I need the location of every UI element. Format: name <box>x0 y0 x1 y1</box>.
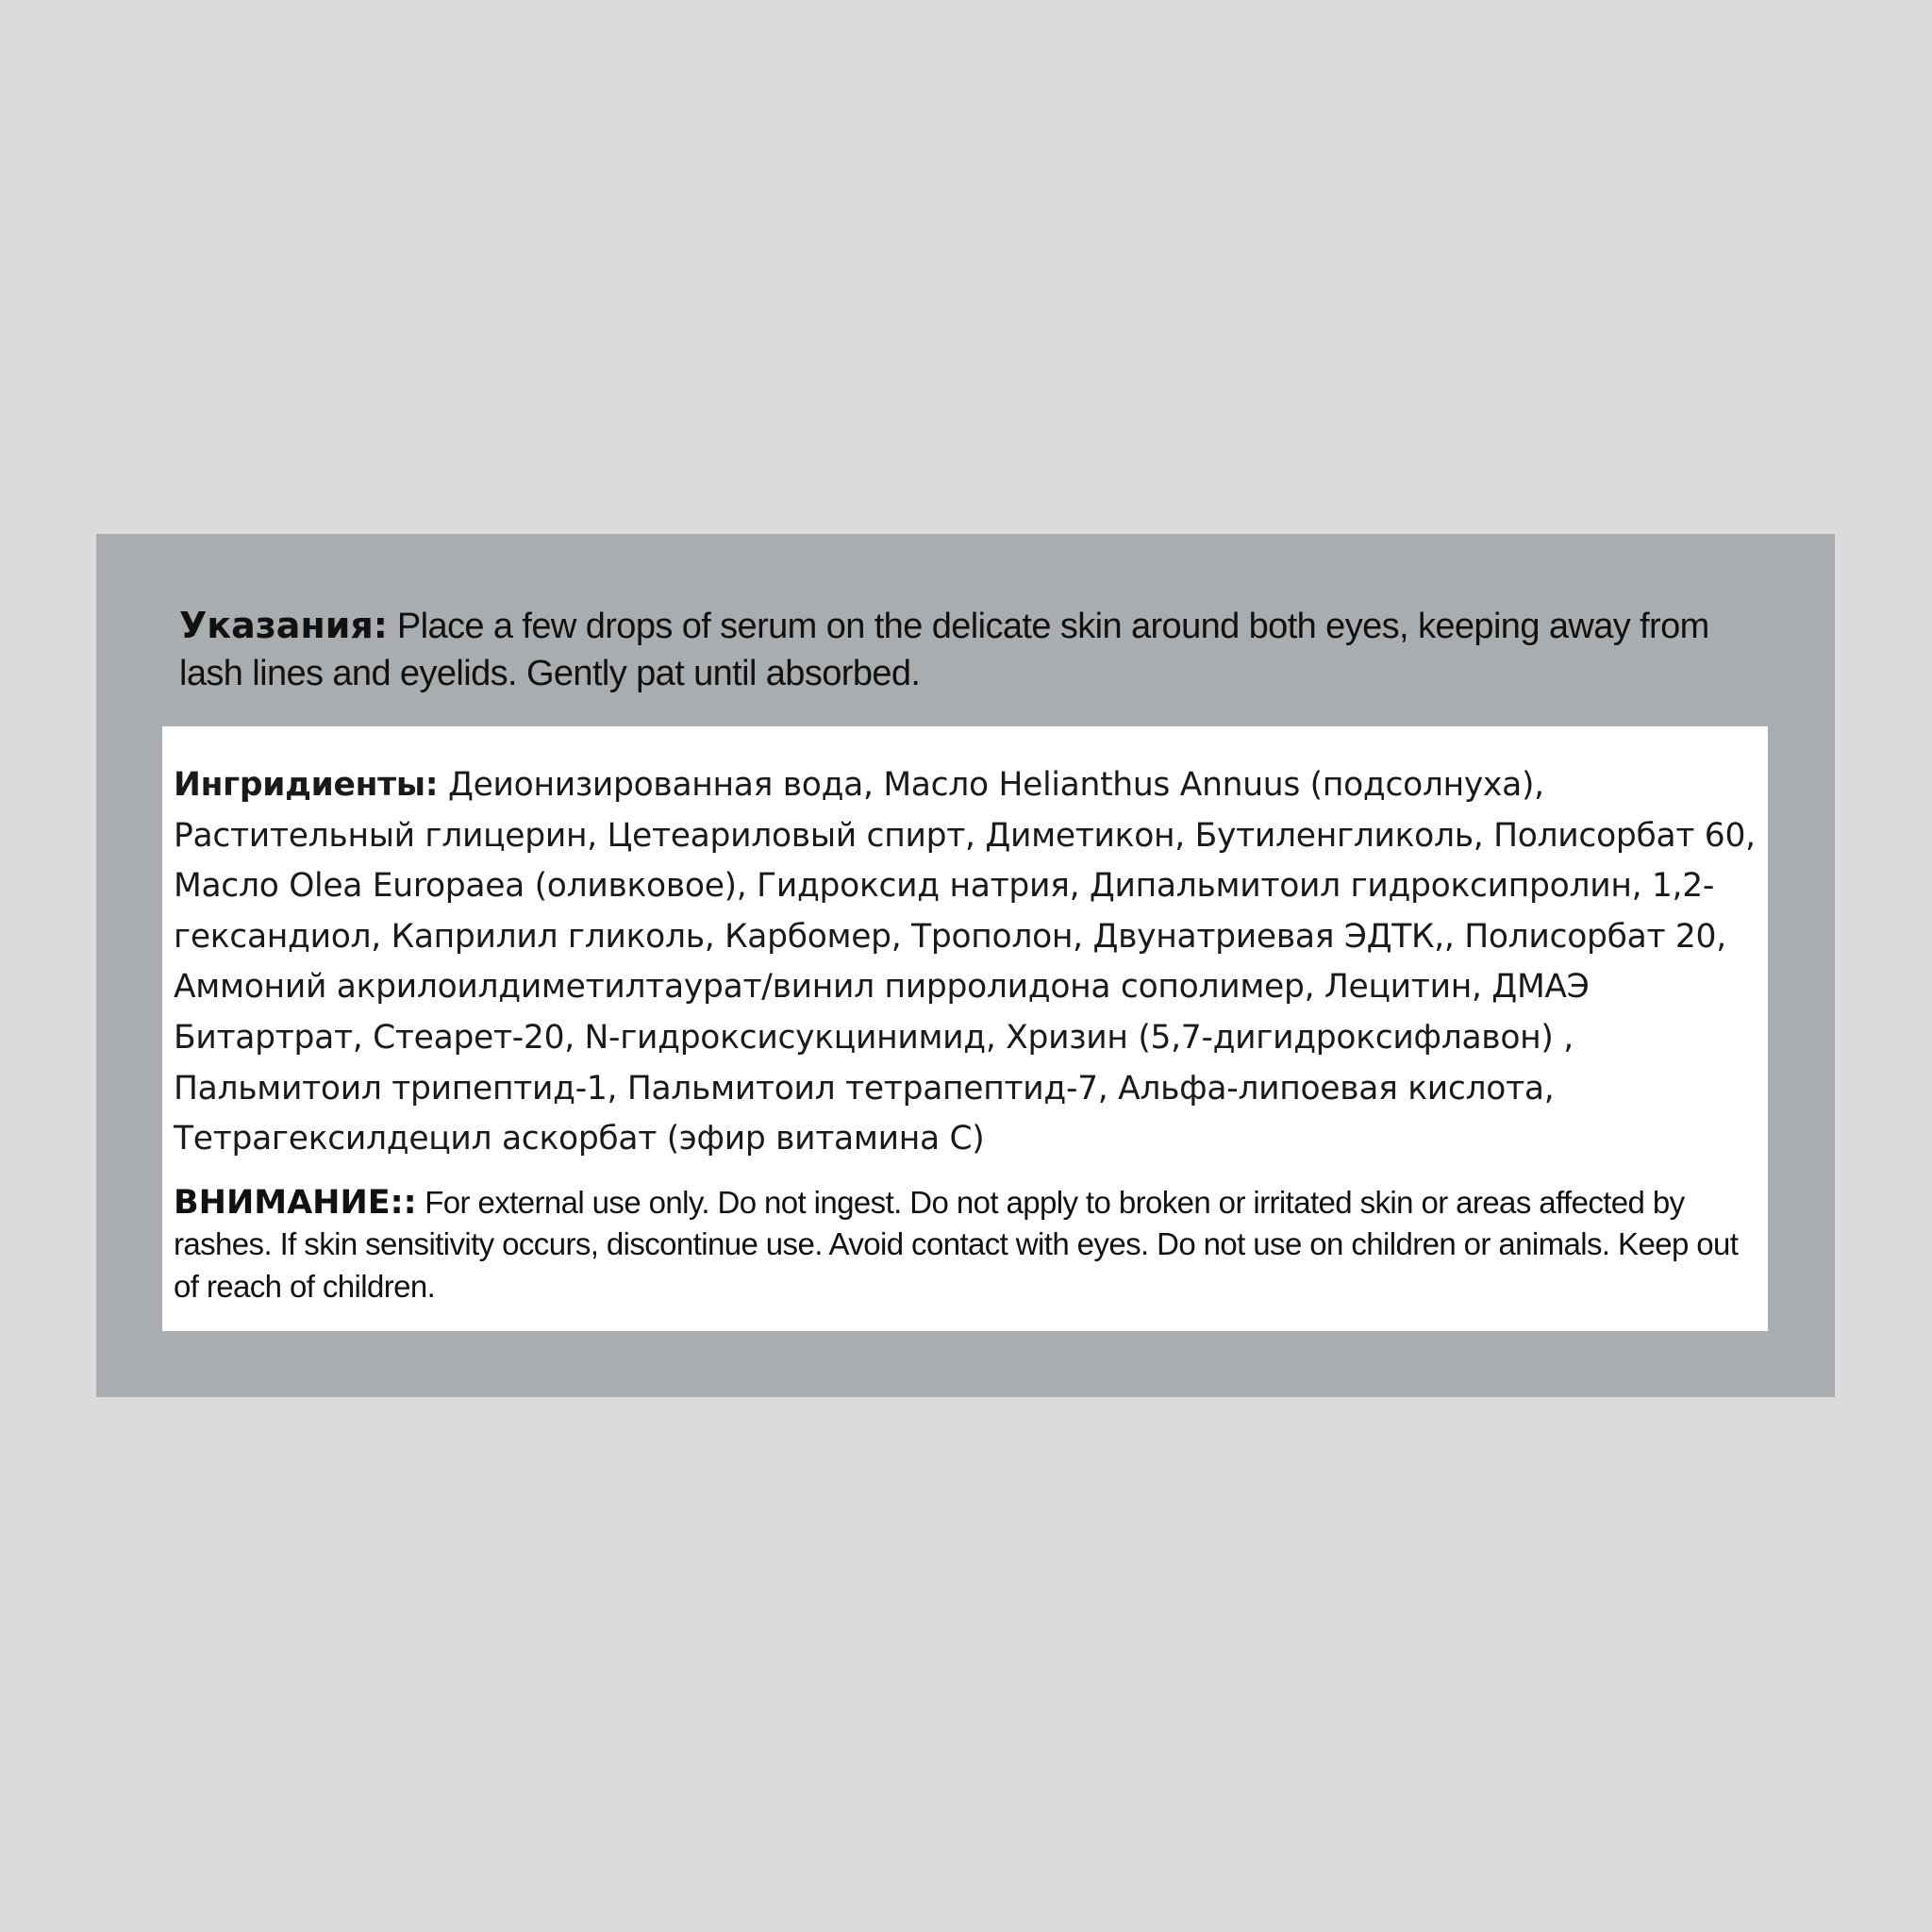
directions-text: Place a few drops of serum on the delicate skin around both eyes, keeping away from lash lines and eyelids. Gently pat until absorbed. <box>179 607 1709 693</box>
ingredients-paragraph <box>174 760 1757 1165</box>
caution-text: For external use only. Do not ingest. Do not apply to broken or irritated skin or areas affected by rashes. If skin sensitivity occurs, discontinue use. Avoid contact with eyes. Do not use on children or animals. Keep out of reach of children. <box>174 1184 1739 1304</box>
ingredients-caution-box <box>162 726 1768 1331</box>
ingredients-heading: Ингридиенты: <box>174 766 439 804</box>
directions-heading: Указания: <box>179 605 388 646</box>
directions-paragraph <box>179 602 1764 697</box>
caution-heading: ВНИМАНИЕ:: <box>174 1183 417 1222</box>
product-label-panel <box>96 534 1835 1397</box>
ingredients-text: Деионизированная вода, Масло Helianthus Annuus (подсолнуха), Растительный глицерин, Цетеариловый спирт, Диметикон, Бутиленгликоль, Полисорбат 60, Масло Olea Europaea (оливковое), Гидроксид натрия, Дипальмитоил гидроксипролин, 1,2-гександиол, Каприлил гликоль, Карбомер, Трополон, Двунатриевая ЭДТК,, Полисорбат 20, Аммоний акрилоилдиметилтаурат/винил пирролидона сополимер, Лецитин, ДМАЭ Битартрат, Стеарет-20, N-гидроксисукцинимид, Хризин (5,7-дигидроксифлавон) , Пальмитоил трипептид-1, Пальмитоил тетрапептид-7, Альфа-липоевая кислота, Тетрагексилдецил аскорбат (эфир витамина С) <box>174 766 1756 1158</box>
caution-paragraph <box>174 1182 1757 1308</box>
